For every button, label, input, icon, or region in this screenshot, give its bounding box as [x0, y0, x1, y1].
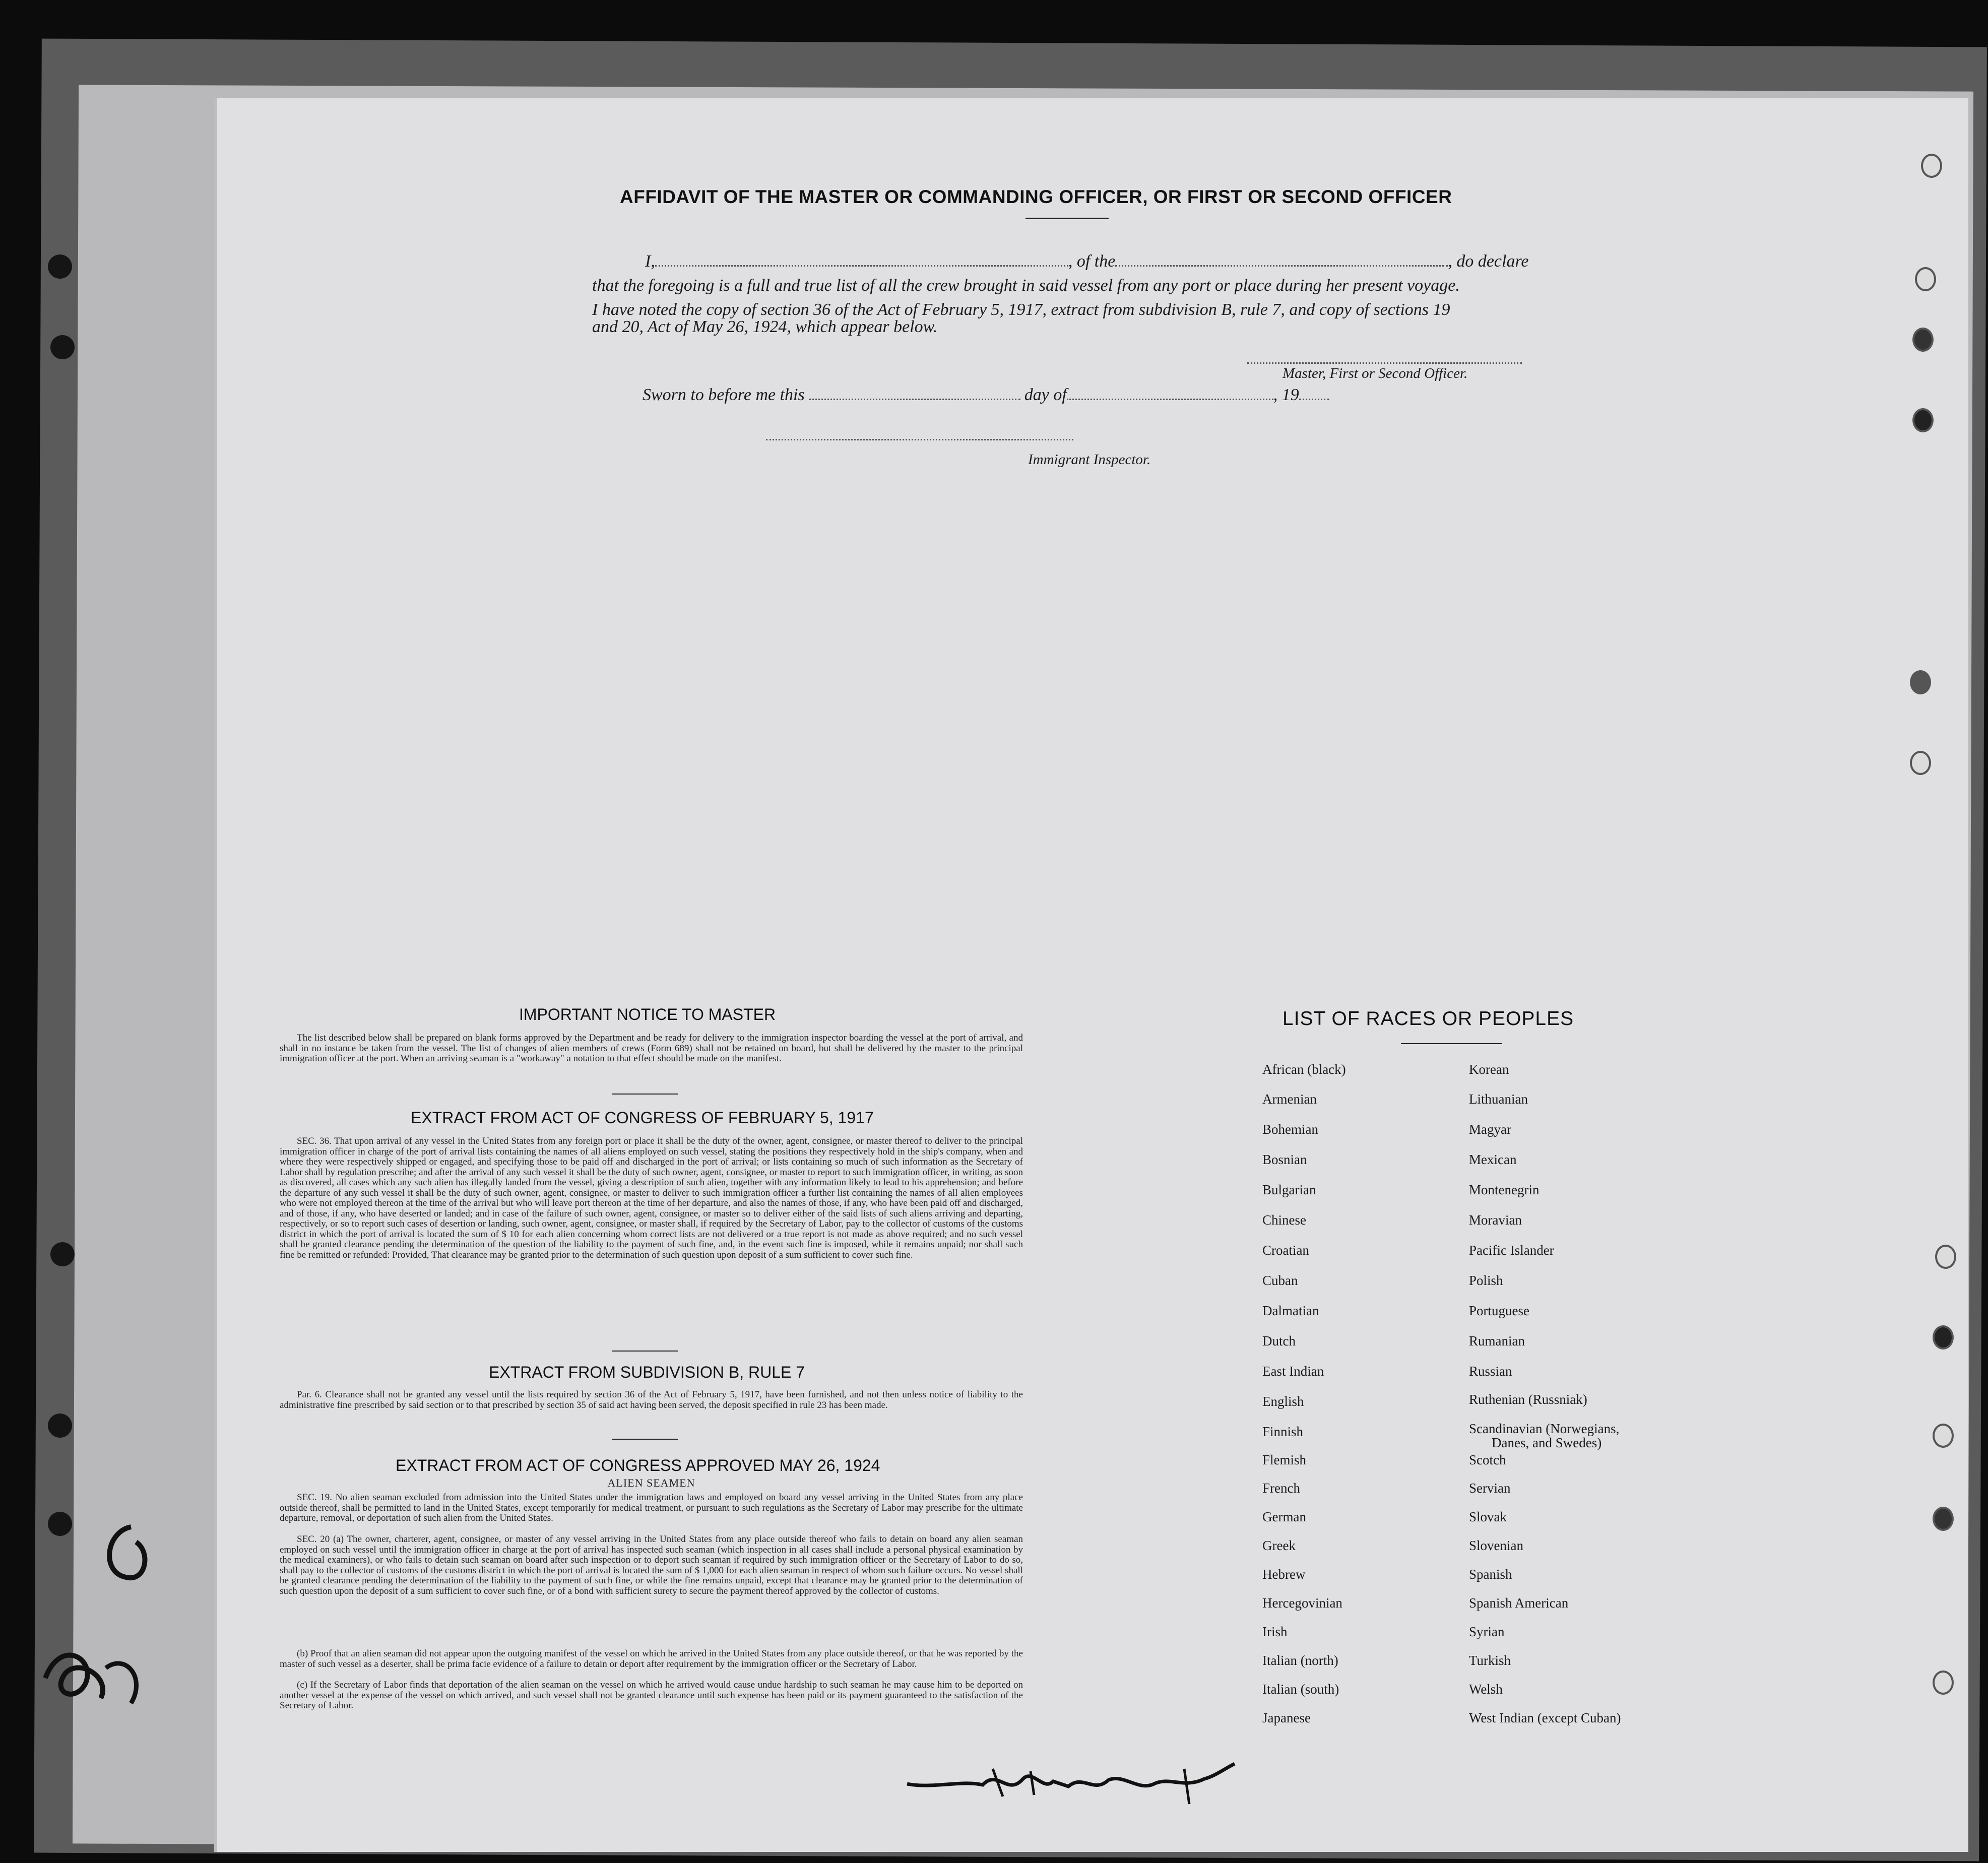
rule7-heading: EXTRACT FROM SUBDIVISION B, RULE 7: [489, 1363, 805, 1381]
punch-hole: [1933, 1507, 1954, 1531]
race-item: Syrian: [1469, 1624, 1505, 1639]
master-signature-line[interactable]: [1247, 362, 1522, 364]
title-rule: [1025, 218, 1109, 219]
punch-hole: [50, 1242, 75, 1266]
punch-hole: [50, 335, 75, 359]
race-item: Welsh: [1469, 1682, 1503, 1697]
race-item: Irish: [1262, 1624, 1288, 1639]
punch-hole: [1910, 751, 1931, 775]
punch-hole: [1912, 328, 1934, 352]
punch-hole: [1915, 267, 1936, 291]
race-item: Bulgarian: [1262, 1182, 1316, 1197]
master-signature-label: Master, First or Second Officer.: [1282, 365, 1468, 381]
race-item: Dutch: [1262, 1333, 1296, 1348]
race-item: Flemish: [1262, 1452, 1307, 1467]
race-item: Polish: [1469, 1273, 1503, 1288]
race-item: Croatian: [1262, 1243, 1309, 1258]
sec20c-text: (c) If the Secretary of Labor finds that deportation of the alien seaman on the vessel on which he arrived would cause undue hardship to such seaman he may cause him to be deported on another vessel at the expense of the vessel on which arrived, and such vessel shall not be granted clearance until such expense has been paid or its payment guaranteed to the satisfaction of the Secretary of Labor.: [280, 1680, 1023, 1711]
race-item: Spanish: [1469, 1567, 1512, 1582]
year-blank[interactable]: [1299, 398, 1329, 400]
race-item: Portuguese: [1469, 1303, 1529, 1318]
year-text: , 19: [1273, 386, 1299, 404]
race-item: Turkish: [1469, 1653, 1511, 1668]
race-item: West Indian (except Cuban): [1469, 1710, 1621, 1725]
race-item: Hercegovinian: [1262, 1595, 1342, 1611]
extract-1917-rule: [612, 1351, 678, 1352]
race-item: Bosnian: [1262, 1152, 1307, 1167]
punch-hole: [1910, 670, 1931, 694]
extract-1917-heading: EXTRACT FROM ACT OF CONGRESS OF FEBRUARY 5, 1917: [411, 1109, 874, 1127]
declaration-line-1: [645, 252, 1529, 271]
sec19-text: SEC. 19. No alien seaman excluded from admission into the United States under the immigration laws and employed on board any vessel arriving in the United States from any place outside thereof, shall be permitted to land in the United States, except temporarily for medical treatment, or pursuant to such regulations as the Secretary of Labor may prescribe for the ultimate departure, removal, or deportation of such alien from the United States.: [280, 1492, 1023, 1523]
month-blank[interactable]: [1067, 398, 1273, 400]
margin-scribble: [30, 1512, 171, 1723]
alien-seamen-subheading: ALIEN SEAMEN: [607, 1476, 695, 1489]
sec20b-text: (b) Proof that an alien seaman did not appear upon the outgoing manifest of the vessel on which he arrived in the United States from any place outside thereof, or that he was reported by the master of such vessel as a deserter, shall be prima facie evidence of a failure to detain or deport after requirement by the immigration officer or the Secretary of Labor.: [280, 1648, 1023, 1669]
race-item: German: [1262, 1509, 1306, 1524]
affidavit-title: AFFIDAVIT OF THE MASTER OR COMMANDING OFFICER, OR FIRST OR SECOND OFFICER: [620, 186, 1452, 207]
day-blank[interactable]: [809, 398, 1020, 400]
race-item: Bohemian: [1262, 1122, 1318, 1137]
extract-1924-heading: EXTRACT FROM ACT OF CONGRESS APPROVED MAY 26, 1924: [396, 1456, 880, 1474]
race-item: Moravian: [1469, 1212, 1522, 1228]
sworn-text: Sworn to before me this: [643, 386, 805, 404]
race-item: Greek: [1262, 1538, 1296, 1553]
race-item: Korean: [1469, 1062, 1509, 1077]
punch-hole: [1912, 408, 1934, 432]
handwritten-signature: [902, 1749, 1245, 1814]
race-item: Italian (south): [1262, 1682, 1339, 1697]
race-item: Montenegrin: [1469, 1182, 1540, 1197]
races-rule: [1401, 1043, 1502, 1044]
race-item: Chinese: [1262, 1212, 1306, 1228]
race-item: Russian: [1469, 1364, 1512, 1379]
race-item: Armenian: [1262, 1091, 1317, 1107]
race-item: Cuban: [1262, 1273, 1298, 1288]
race-item: Scandinavian (Norwegians,: [1469, 1421, 1620, 1436]
punch-hole: [1933, 1325, 1954, 1350]
race-item: Magyar: [1469, 1122, 1511, 1137]
race-item: Japanese: [1262, 1710, 1311, 1725]
punch-hole: [1933, 1424, 1954, 1448]
race-item: Italian (north): [1262, 1653, 1338, 1668]
race-item: Ruthenian (Russniak): [1469, 1392, 1587, 1407]
race-item: East Indian: [1262, 1364, 1324, 1379]
name-blank[interactable]: [655, 265, 1068, 267]
extract-1917-text: SEC. 36. That upon arrival of any vessel in the United States from any foreign port or place it shall be the duty of the owner, agent, consignee, or master thereof to deliver to the principal immigration officer in charge of the port of arrival lists containing the names of all aliens employed on such vessel, stating the positions they respectively hold in the ship's company, when and where they were respectively shipped or engaged, and specifying those to be paid off and discharged in the port of arrival; or lists containing so much of such information as the Secretary of Labor shall by regulation prescribe; and after the arrival of any such vessel it shall be the duty of such owner, agent, consignee, or master to report to such immigration officer, in writing, as soon as discovered, all cases which any such alien has illegally landed from the vessel, giving a description of such alien, together with any information likely to lead to his apprehension; and before the departure of any such vessel it shall be the duty of such owner, agent, consignee, or master to deliver to such immigration officer a further list containing the names of all alien employees who were not employed thereon at the time of the arrival but who will leave port thereon at the time of her departure, and also the names of those, if any, who have been paid off and discharged, and of those, if any, who have deserted or landed; and in case of the failure of such owner, agent, consignee, or master so to deliver either of the said lists of such aliens arriving and departing, respectively, or so to report such cases of desertion or landing, such owner, agent, consignee, or master shall, if required by the Secretary of Labor, pay to the collector of customs of the customs district in which the port of arrival is located the sum of $ 10 for each alien concerning whom correct lists are not delivered or a true report is not made as above required; and no such vessel shall be granted clearance pending the determination of the question of the liability to the payment of such fine, and, in the event such fine is imposed, while it remains unpaid; nor shall such fine be remitted or refunded: Provided, That clearance may be granted prior to the determination of such question upon deposit of a sum sufficient to cover such fine.: [280, 1136, 1023, 1260]
race-item: Dalmatian: [1262, 1303, 1319, 1318]
inspector-signature-label: Immigrant Inspector.: [1028, 452, 1151, 468]
notice-heading: IMPORTANT NOTICE TO MASTER: [519, 1005, 776, 1023]
race-item: Danes, and Swedes): [1492, 1435, 1602, 1450]
race-item: Slovak: [1469, 1509, 1507, 1524]
declaration-line-4: and 20, Act of May 26, 1924, which appear below.: [592, 317, 938, 336]
race-item: Slovenian: [1469, 1538, 1523, 1553]
inspector-signature-line[interactable]: [766, 438, 1073, 440]
punch-hole: [48, 1414, 72, 1438]
race-item: Scotch: [1469, 1452, 1506, 1467]
rule7-rule: [612, 1439, 678, 1440]
punch-hole: [48, 254, 72, 279]
punch-hole: [1933, 1671, 1954, 1695]
race-item: Spanish American: [1469, 1595, 1569, 1611]
sec20a-text: SEC. 20 (a) The owner, charterer, agent, consignee, or master of any vessel arriving in the United States from any place outside thereof who fails to detain on board any alien seaman employed on such vessel until the immigration officer in charge at the port of arrival has inspected such seaman (which inspection in all cases shall include a personal physical examination by the medical examiners), or who fails to detain such seaman on board after such inspection or to deport such seaman if required by such immigration officer or the Secretary of Labor to do so, shall pay to the collector of customs of the customs district in which the port of arrival is located the sum of $ 1,000 for each alien seaman in respect of whom such failure occurs. No vessel shall be granted clearance pending the determination of the liability to the payment of such fine, or while the fine remains unpaid, except that clearance may be granted prior to the determination of such question upon the deposit of a sum sufficient to cover such fine, or of a bond with sufficient surety to secure the payment thereof approved by the collector of customs.: [280, 1534, 1023, 1596]
notice-text: The list described below shall be prepared on blank forms approved by the Department and be ready for delivery to the immigration inspector boarding the vessel at the port of arrival, and shall in no instance be taken from the vessel. The list of changes of alien members of crews (Form 689) shall not be retained on board, but shall be delivered by the master to the principal immigration officer at the port. When an arriving seaman is a "workaway" a notation to that effect should be made on the manifest.: [280, 1033, 1023, 1064]
race-item: African (black): [1262, 1062, 1346, 1077]
notice-rule: [612, 1094, 678, 1095]
race-item: Servian: [1469, 1481, 1511, 1496]
race-item: Hebrew: [1262, 1567, 1306, 1582]
race-item: Mexican: [1469, 1152, 1517, 1167]
vessel-blank[interactable]: [1115, 265, 1448, 267]
declaration-line-3: I have noted the copy of section 36 of the Act of February 5, 1917, extract from subdivision B, rule 7, and copy of sections 19: [592, 300, 1450, 319]
punch-hole: [1921, 154, 1942, 178]
race-item: English: [1262, 1394, 1304, 1409]
day-of-text: day of: [1024, 386, 1067, 404]
race-item: Lithuanian: [1469, 1091, 1528, 1107]
declaration-i: I,: [645, 252, 655, 271]
race-item: Rumanian: [1469, 1333, 1525, 1348]
race-item: French: [1262, 1481, 1300, 1496]
declaration-do-declare: , do declare: [1448, 252, 1529, 271]
sworn-line: [643, 386, 1329, 405]
race-item: Pacific Islander: [1469, 1243, 1554, 1258]
rule7-text: Par. 6. Clearance shall not be granted any vessel until the lists required by section 36 of the Act of February 5, 1917, have been furnished, and not then unless notice of liability to the administrative fine prescribed by said section or to that prescribed by section 35 of said act having been served, the deposit specified in rule 23 has been made.: [280, 1389, 1023, 1410]
race-item: Finnish: [1262, 1424, 1304, 1439]
races-heading: LIST OF RACES OR PEOPLES: [1282, 1008, 1574, 1030]
punch-hole: [1935, 1245, 1956, 1269]
declaration-line-2: that the foregoing is a full and true list of all the crew brought in said vessel from any port or place during her present voyage.: [592, 276, 1460, 295]
declaration-of-the: , of the: [1068, 252, 1116, 271]
